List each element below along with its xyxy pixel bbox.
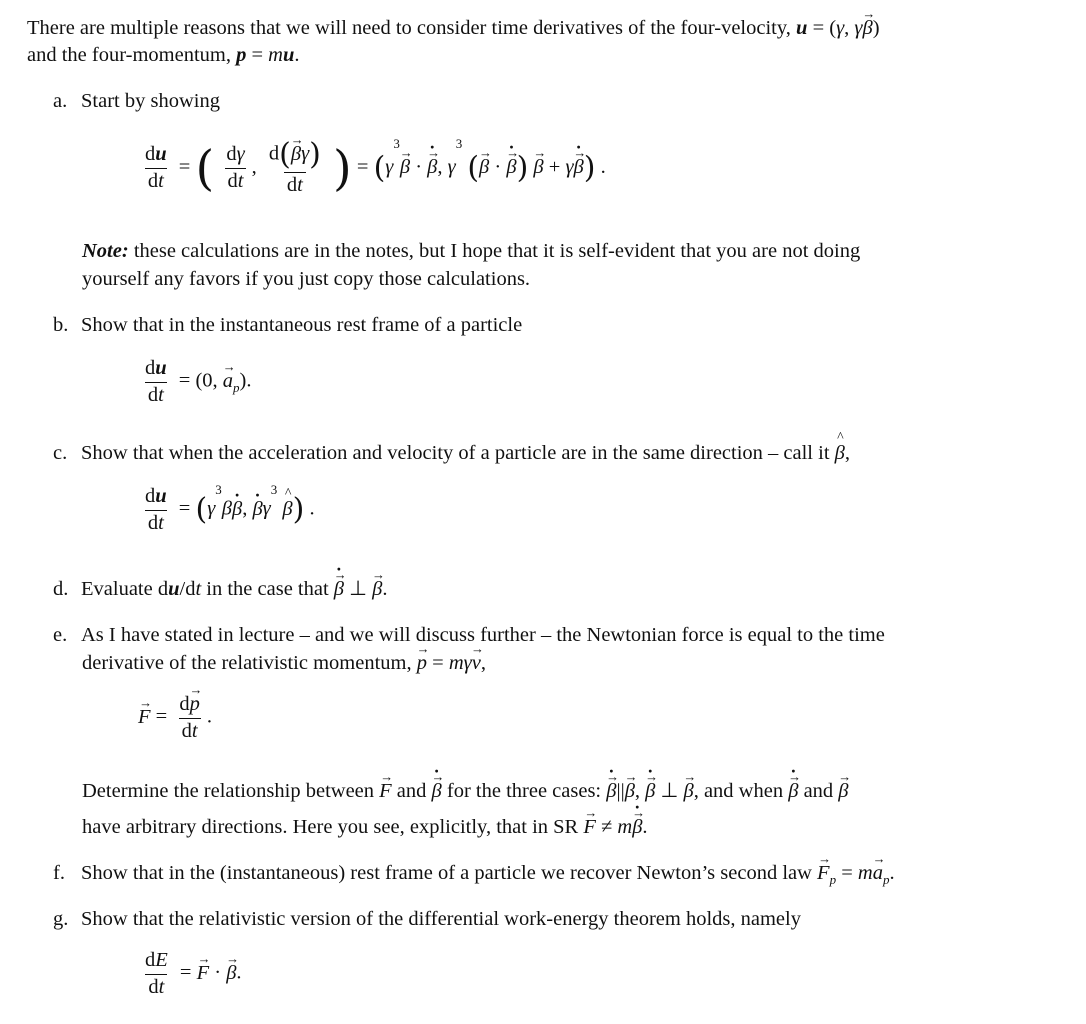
equation-a: $\frac{du}{dt}$ = ( $\frac{d\gamma}{dt}$ , $\frac{d(\to \beta\gamma)}{dt}$ ) = ($\gamma^3\to \beta$ · → β ·, $\gamma^3$ (→ β · → β ·) → β + γ→ β ·) . <box>138 140 606 197</box>
note-a-line-2: yourself any favors if you just copy those calculations. <box>82 268 531 290</box>
equation-e: → F = $\frac{d\to p}{dt}$ . <box>138 694 212 742</box>
equation-b: $\frac{du}{dt}$ = (0, → $a_p$). <box>138 358 252 406</box>
note-a-line-1: Note: these calculations are in the notes, but I hope that it is self-evident that you are not doing <box>82 240 861 262</box>
item-g: g. Show that the relativistic version of the differential work-energy theorem holds, namely <box>53 908 801 930</box>
item-d: d. Evaluate du/dt in the case that → β · ⊥ → β. <box>53 579 387 600</box>
item-e-line-1: e. As I have stated in lecture – and we will discuss further – the Newtonian force is equal to the time <box>53 624 885 646</box>
equation-g: $\frac{dE}{dt}$ = → F · → β. <box>138 950 242 998</box>
intro-line-2: and the four-momentum, p = mu. <box>27 44 300 66</box>
equation-c: $\frac{du}{dt}$ = ($\gamma^3\beta\cdot \beta$, · $\beta\gamma^3$ ^ β) . <box>138 486 315 534</box>
intro-line-1: There are multiple reasons that we will need to consider time derivatives of the four-velocity, u = (γ, γ→ β) <box>27 18 880 39</box>
item-e-line-3: Determine the relationship between → F and → β · for the three cases: → β ·||→ β, → β · ⊥ → β, and when → β · and → β <box>82 781 849 802</box>
item-a: a. Start by showing <box>53 90 220 112</box>
item-c: c. Show that when the acceleration and velocity of a particle are in the same direction – call it ^ β, <box>53 443 850 464</box>
item-e-line-2: derivative of the relativistic momentum, → p = mγ→ v, <box>82 653 486 674</box>
item-b: b. Show that in the instantaneous rest frame of a particle <box>53 314 523 336</box>
item-f: f. Show that in the (instantaneous) rest frame of a particle we recover Newton’s second law → $F_p = m\to a_p$. <box>53 863 895 886</box>
item-e-line-4: have arbitrary directions. Here you see, explicitly, that in SR → F ≠ m→ β ·. <box>82 817 648 838</box>
